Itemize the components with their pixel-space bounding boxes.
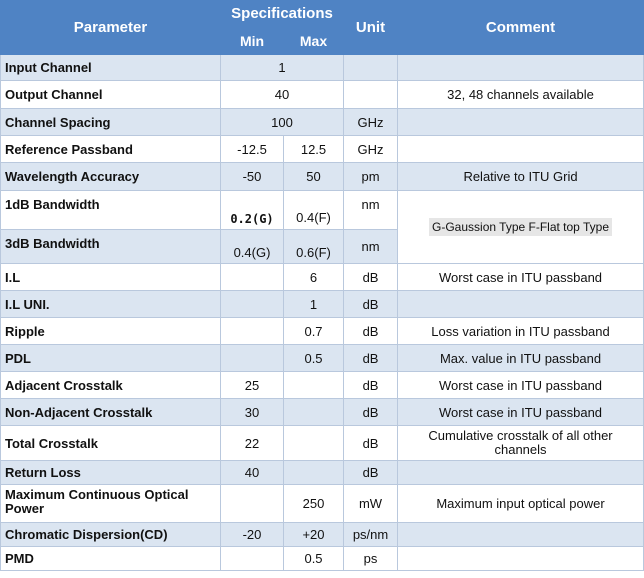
comment-cell [398, 55, 644, 81]
unit-cell: ps [344, 547, 398, 571]
max-cell: 50 [284, 163, 344, 191]
header-row [1, 1, 644, 27]
parameter-cell: Chromatic Dispersion(CD) [1, 523, 221, 547]
table-row [1, 191, 644, 230]
header-unit: Unit [344, 1, 398, 55]
table-row [1, 461, 644, 485]
min-cell: 25 [221, 372, 284, 399]
min-cell: -50 [221, 163, 284, 191]
comment-cell: Relative to ITU Grid [398, 163, 644, 191]
min-cell: -20 [221, 523, 284, 547]
comment-cell [398, 523, 644, 547]
parameter-cell: Channel Spacing [1, 109, 221, 136]
parameter-cell: Reference Passband [1, 136, 221, 163]
table-row [1, 81, 644, 109]
min-cell [221, 547, 284, 571]
max-cell: 0.5 [284, 547, 344, 571]
min-cell: 22 [221, 426, 284, 461]
table-row [1, 523, 644, 547]
comment-cell [398, 461, 644, 485]
comment-cell: Maximum input optical power [398, 485, 644, 523]
parameter-cell: Output Channel [1, 81, 221, 109]
unit-cell: GHz [344, 136, 398, 163]
min-cell: 0.4(G) [221, 230, 284, 264]
table-row [1, 485, 644, 523]
unit-cell [344, 81, 398, 109]
max-cell: 0.5 [284, 345, 344, 372]
unit-cell: nm [344, 191, 398, 230]
comment-cell: Worst case in ITU passband [398, 372, 644, 399]
header-parameter: Parameter [1, 1, 221, 55]
max-cell: 6 [284, 264, 344, 291]
table-row [1, 163, 644, 191]
max-cell: 0.7 [284, 318, 344, 345]
min-cell [221, 485, 284, 523]
parameter-cell: PMD [1, 547, 221, 571]
unit-cell: mW [344, 485, 398, 523]
min-cell: -12.5 [221, 136, 284, 163]
comment-cell [398, 547, 644, 571]
header-specifications: Specifications [221, 1, 344, 27]
comment-cell [398, 291, 644, 318]
unit-cell: dB [344, 461, 398, 485]
unit-cell: ps/nm [344, 523, 398, 547]
parameter-cell: Return Loss [1, 461, 221, 485]
max-cell [284, 461, 344, 485]
max-cell: 1 [284, 291, 344, 318]
max-cell: 250 [284, 485, 344, 523]
parameter-cell: Input Channel [1, 55, 221, 81]
min-cell [221, 345, 284, 372]
spec-cell: 40 [221, 81, 344, 109]
spec-cell: 100 [221, 109, 344, 136]
unit-cell: dB [344, 345, 398, 372]
comment-cell: Worst case in ITU passband [398, 399, 644, 426]
bandwidth-comment: G-Gaussion Type F-Flat top Type [429, 218, 612, 236]
max-cell: 12.5 [284, 136, 344, 163]
table-row [1, 291, 644, 318]
table-row [1, 264, 644, 291]
min-cell: 0.2(G) [221, 191, 284, 230]
parameter-cell: Total Crosstalk [1, 426, 221, 461]
header-max: Max [284, 27, 344, 55]
parameter-cell: Ripple [1, 318, 221, 345]
table-row [1, 109, 644, 136]
unit-cell: dB [344, 318, 398, 345]
table-row [1, 345, 644, 372]
max-cell: +20 [284, 523, 344, 547]
max-cell [284, 399, 344, 426]
table-row [1, 426, 644, 461]
parameter-cell: I.L [1, 264, 221, 291]
unit-cell: nm [344, 230, 398, 264]
header-comment: Comment [398, 1, 644, 55]
parameter-cell: Adjacent Crosstalk [1, 372, 221, 399]
table-row [1, 399, 644, 426]
min-cell: 30 [221, 399, 284, 426]
parameter-cell: Wavelength Accuracy [1, 163, 221, 191]
table-row [1, 372, 644, 399]
comment-cell [398, 136, 644, 163]
max-cell [284, 372, 344, 399]
parameter-cell: 1dB Bandwidth [1, 191, 221, 230]
max-cell: 0.6(F) [284, 230, 344, 264]
unit-cell: dB [344, 291, 398, 318]
unit-cell: dB [344, 264, 398, 291]
comment-cell: 32, 48 channels available [398, 81, 644, 109]
unit-cell [344, 55, 398, 81]
min-cell [221, 291, 284, 318]
unit-cell: dB [344, 399, 398, 426]
comment-cell: Max. value in ITU passband [398, 345, 644, 372]
unit-cell: dB [344, 426, 398, 461]
table-row [1, 136, 644, 163]
bandwidth-comment-cell [398, 191, 644, 264]
max-cell: 0.4(F) [284, 191, 344, 230]
min-cell [221, 264, 284, 291]
comment-cell: Loss variation in ITU passband [398, 318, 644, 345]
max-cell [284, 426, 344, 461]
parameter-cell: Maximum Continuous Optical Power [1, 485, 221, 523]
parameter-cell: Non-Adjacent Crosstalk [1, 399, 221, 426]
comment-cell: Cumulative crosstalk of all other channels [398, 426, 644, 461]
parameter-cell: PDL [1, 345, 221, 372]
parameter-cell: I.L UNI. [1, 291, 221, 318]
unit-cell: GHz [344, 109, 398, 136]
table-row [1, 547, 644, 571]
table-row [1, 318, 644, 345]
min-cell [221, 318, 284, 345]
parameter-cell: 3dB Bandwidth [1, 230, 221, 264]
comment-cell [398, 109, 644, 136]
unit-cell: pm [344, 163, 398, 191]
spec-cell: 1 [221, 55, 344, 81]
table-row [1, 55, 644, 81]
comment-cell: Worst case in ITU passband [398, 264, 644, 291]
header-min: Min [221, 27, 284, 55]
unit-cell: dB [344, 372, 398, 399]
min-cell: 40 [221, 461, 284, 485]
